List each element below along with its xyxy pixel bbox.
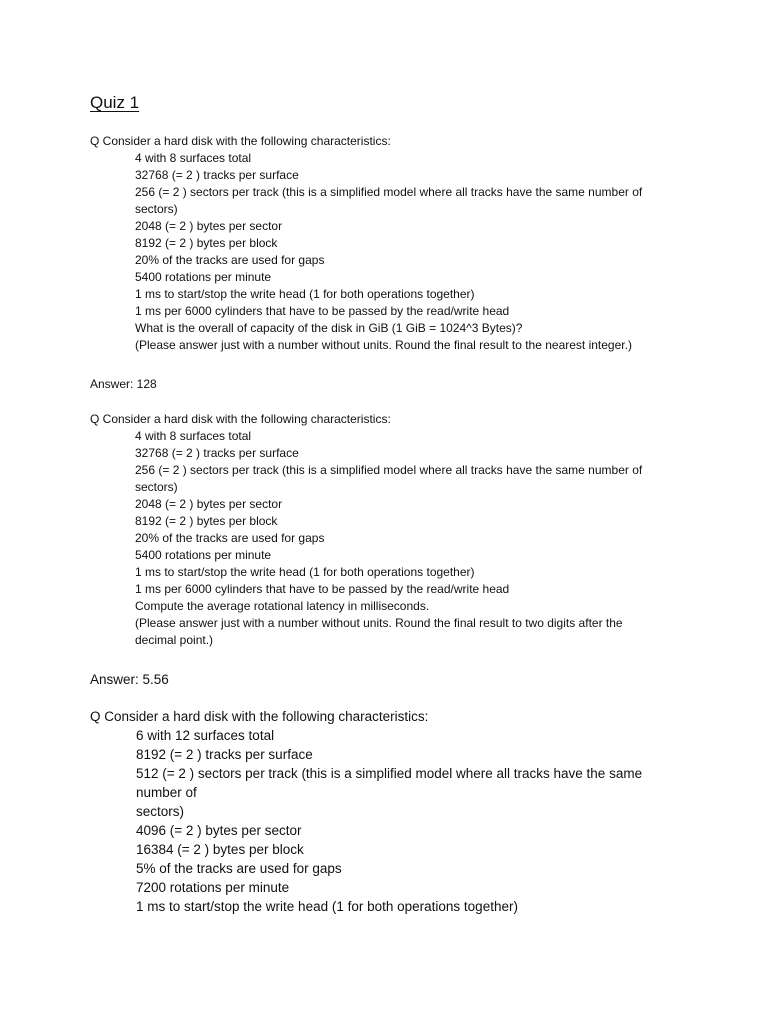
list-item: 5% of the tracks are used for gaps (136, 861, 342, 876)
list-item: 512 (= 2 ) sectors per track (this is a simplified model where all tracks have the same (136, 766, 643, 781)
list-item: decimal point.) (135, 633, 214, 647)
list-item: 256 (= 2 ) sectors per track (this is a simplified model where all tracks have the same number of (135, 185, 643, 199)
list-item: 16384 (= 2 ) bytes per block (136, 842, 304, 857)
answer-1: Answer: 128 (90, 377, 157, 391)
list-item: 6 with 12 surfaces total (136, 728, 275, 743)
list-item: sectors) (136, 804, 185, 819)
list-item: 1 ms per 6000 cylinders that have to be passed by the read/write head (135, 582, 510, 596)
question-3-intro: Q Consider a hard disk with the following characteristics: (90, 709, 429, 724)
question-1-intro: Q Consider a hard disk with the following characteristics: (90, 134, 391, 148)
list-item: 1 ms to start/stop the write head (1 for both operations together) (135, 565, 475, 579)
question-3 (90, 707, 680, 916)
list-item: number of (136, 785, 197, 800)
list-item: sectors) (135, 480, 178, 494)
list-item: 7200 rotations per minute (136, 880, 290, 895)
list-item: (Please answer just with a number without units. Round the final result to the nearest integer.) (135, 338, 632, 352)
question-1-characteristics (90, 150, 680, 354)
list-item: 20% of the tracks are used for gaps (135, 531, 325, 545)
list-item: Compute the average rotational latency in milliseconds. (135, 599, 430, 613)
list-item: 1 ms to start/stop the write head (1 for both operations together) (135, 287, 475, 301)
list-item: What is the overall of capacity of the disk in GiB (1 GiB = 1024^3 Bytes)? (135, 321, 523, 335)
list-item: 1 ms per 6000 cylinders that have to be passed by the read/write head (135, 304, 510, 318)
list-item: 32768 (= 2 ) tracks per surface (135, 168, 299, 182)
list-item: (Please answer just with a number without units. Round the final result to two digits after the (135, 616, 623, 630)
list-item: sectors) (135, 202, 178, 216)
list-item: 32768 (= 2 ) tracks per surface (135, 446, 299, 460)
list-item: 4096 (= 2 ) bytes per sector (136, 823, 302, 838)
question-2 (90, 411, 680, 649)
answer-2: Answer: 5.56 (90, 672, 169, 687)
list-item: 4 with 8 surfaces total (135, 429, 252, 443)
question-2-characteristics (90, 428, 680, 649)
list-item: 4 with 8 surfaces total (135, 151, 252, 165)
question-1 (90, 133, 680, 354)
list-item: 1 ms to start/stop the write head (1 for both operations together) (136, 899, 518, 914)
list-item: 2048 (= 2 ) bytes per sector (135, 497, 283, 511)
question-3-characteristics (90, 726, 680, 916)
list-item: 8192 (= 2 ) bytes per block (135, 236, 278, 250)
list-item: 8192 (= 2 ) bytes per block (135, 514, 278, 528)
list-item: 5400 rotations per minute (135, 548, 272, 562)
list-item: 2048 (= 2 ) bytes per sector (135, 219, 283, 233)
list-item: 20% of the tracks are used for gaps (135, 253, 325, 267)
question-2-intro: Q Consider a hard disk with the following characteristics: (90, 412, 391, 426)
list-item: 5400 rotations per minute (135, 270, 272, 284)
page-title: Quiz 1 (90, 93, 140, 112)
list-item: 8192 (= 2 ) tracks per surface (136, 747, 313, 762)
list-item: 256 (= 2 ) sectors per track (this is a simplified model where all tracks have the same number of (135, 463, 643, 477)
